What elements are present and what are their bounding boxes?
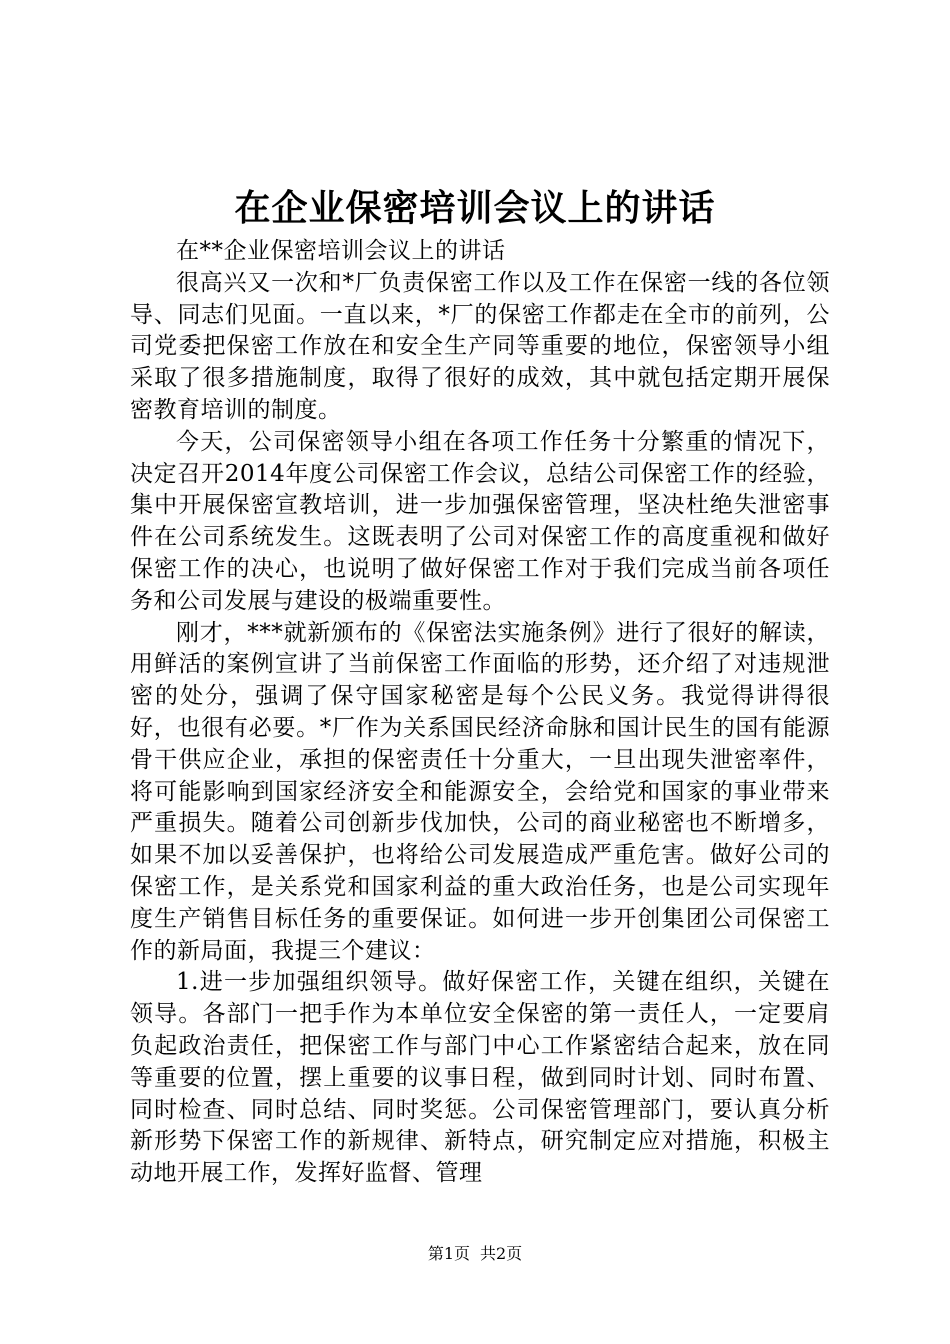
paragraph-subtitle: 在**企业保密培训会议上的讲话 bbox=[176, 238, 506, 264]
document-title: 在企业保密培训会议上的讲话 bbox=[234, 187, 716, 229]
page-number: 第1页 bbox=[427, 1244, 470, 1263]
paragraph-suggestion-one: 1.进一步加强组织领导。做好保密工作，关键在组织，关键在领导。各部门一把手作为本单位安全保密的第一责任人，一定要肩负起政治责任，把保密工作与部门中心工作紧密结合起来，放在同等重要的位置，摆上重要的议事日程，做到同时计划、同时布置、同时检查、同时总结、同时奖惩。公司保密管理部门，要认真分析新形势下保密工作的新规律、新特点，研究制定应对措施，积极主动地开展工作，发挥好监督、管理 bbox=[130, 969, 830, 1187]
page-footer bbox=[0, 1244, 950, 1264]
paragraph-greeting: 很高兴又一次和*厂负责保密工作以及工作在保密一线的各位领导、同志们见面。一直以来，*厂的保密工作都走在全市的前列，公司党委把保密工作放在和安全生产同等重要的地位，保密领导小组采取了很多措施制度，取得了很好的成效，其中就包括定期开展保密教育培训的制度。 bbox=[130, 269, 830, 423]
paragraph-regulation-review: 刚才，***就新颁布的《保密法实施条例》进行了很好的解读，用鲜活的案例宣讲了当前保密工作面临的形势，还介绍了对违规泄密的处分，强调了保守国家秘密是每个公民义务。我觉得讲得很好，也很有必要。*厂作为关系国民经济命脉和国计民生的国有能源骨干供应企业，承担的保密责任十分重大，一旦出现失泄密率件，将可能影响到国家经济安全和能源安全，会给党和国家的事业带来严重损失。随着公司创新步伐加快，公司的商业秘密也不断增多，如果不加以妥善保护，也将给公司发展造成严重危害。做好公司的保密工作，是关系党和国家利益的重大政治任务，也是公司实现年度生产销售目标任务的重要保证。如何进一步开创集团公司保密工作的新局面，我提三个建议： bbox=[130, 619, 830, 964]
page-total: 共2页 bbox=[480, 1244, 523, 1263]
document-body bbox=[130, 236, 830, 1190]
paragraph-meeting-purpose: 今天，公司保密领导小组在各项工作任务十分繁重的情况下，决定召开2014年度公司保密工作会议，总结公司保密工作的经验，集中开展保密宣教培训，进一步加强保密管理，坚决杜绝失泄密事件在公司系统发生。这既表明了公司对保密工作的高度重视和做好保密工作的决心，也说明了做好保密工作对于我们完成当前各项任务和公司发展与建设的极端重要性。 bbox=[130, 428, 830, 614]
